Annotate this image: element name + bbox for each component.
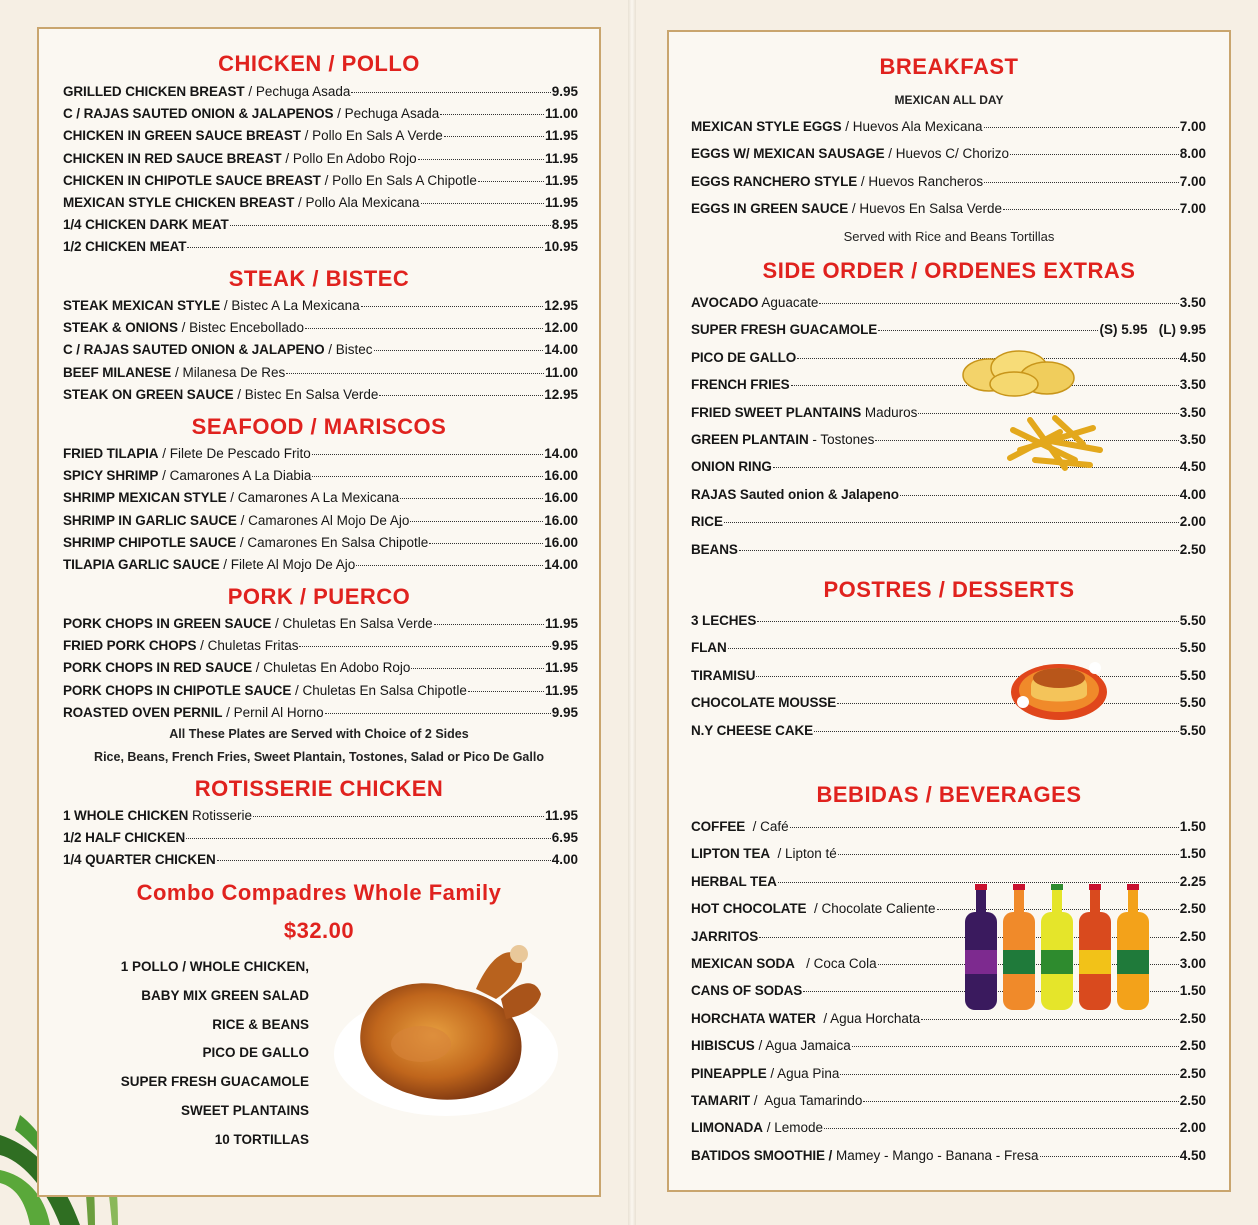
item-name: PORK CHOPS IN RED SAUCE: [63, 660, 252, 676]
item-spanish-name: / Chuletas En Salsa Chipotle: [291, 682, 467, 698]
item-name: 1 WHOLE CHICKEN: [63, 808, 189, 823]
dot-leader: [819, 302, 1178, 304]
french-fries-picture: [1005, 410, 1105, 474]
dot-leader: [253, 815, 544, 817]
item-price: 11.95: [544, 660, 578, 676]
plantain-chips-picture: [959, 340, 1079, 398]
dot-leader: [217, 859, 551, 861]
item-spanish-name: / Lemode: [762, 1120, 823, 1136]
menu-item-row: [63, 445, 578, 463]
item-price: 4.50: [1179, 1147, 1206, 1163]
menu-item-row: [691, 1065, 1206, 1083]
item-price: 14.00: [544, 446, 578, 461]
item-price: 1.50: [1179, 983, 1206, 999]
item-spanish-name: Aguacate: [758, 295, 819, 310]
menu-item-row: [691, 694, 1206, 712]
sides-heading: SIDE ORDER / ORDENES EXTRAS: [762, 258, 1136, 283]
menu-item-row: [63, 829, 578, 847]
dot-leader: [468, 690, 544, 692]
dot-leader: [186, 837, 551, 839]
dot-leader: [1003, 208, 1179, 210]
item-spanish-name: / Pernil Al Horno: [222, 704, 324, 720]
item-price: 11.95: [544, 150, 578, 166]
rotisserie-heading: ROTISSERIE CHICKEN: [194, 776, 444, 801]
item-name: HIBISCUS: [691, 1038, 755, 1054]
menu-item-row: [691, 612, 1206, 630]
dot-leader: [421, 202, 544, 204]
item-price: 4.50: [1179, 459, 1206, 475]
item-price: 8.95: [551, 217, 578, 233]
item-price: 5.50: [1179, 667, 1206, 683]
combo-item: SWEET PLANTAINS: [181, 1103, 309, 1118]
dot-leader: [312, 453, 543, 455]
beverages-heading: BEBIDAS / BEVERAGES: [816, 782, 1082, 807]
menu-item-row: [691, 1119, 1206, 1137]
sides-options-note: Rice, Beans, French Fries, Sweet Plantain, Tostones, Salad or Pico De Gallo: [94, 750, 544, 764]
item-name: SHRIMP CHIPOTLE SAUCE: [63, 534, 237, 550]
combo-item: RICE & BEANS: [212, 1016, 309, 1032]
item-name: AVOCADO: [691, 295, 759, 310]
item-name: ONION RING: [691, 459, 772, 475]
item-price: 4.00: [551, 852, 578, 868]
menu-item-row: [691, 173, 1206, 191]
item-name: HERBAL TEA: [691, 873, 777, 889]
item-name: TIRAMISU: [691, 667, 756, 683]
sides-note: All These Plates are Served with Choice of 2 Sides: [169, 727, 469, 741]
item-price: 7.00: [1179, 201, 1206, 217]
dot-leader: [739, 549, 1179, 551]
item-price: 1.50: [1179, 846, 1206, 862]
menu-item-row: [63, 851, 578, 869]
item-price: 1.50: [1179, 819, 1206, 834]
item-name: 3 LECHES: [691, 613, 757, 628]
item-price: 14.00: [544, 557, 578, 572]
menu-item-row: [63, 216, 578, 234]
menu-item-row: [63, 319, 578, 337]
dot-leader: [1040, 1155, 1179, 1157]
dot-leader: [724, 521, 1179, 523]
item-spanish-name: / Agua Tamarindo: [750, 1093, 863, 1108]
menu-item-row: [63, 172, 578, 190]
item-spanish-name: / Filete De Pescado Frito: [158, 446, 311, 461]
item-name: 1/2 CHICKEN MEAT: [63, 239, 187, 255]
item-name: PICO DE GALLO: [691, 349, 797, 365]
item-name: SHRIMP IN GARLIC SAUCE: [63, 512, 237, 528]
item-spanish-name: / Pollo En Adobo Rojo: [281, 150, 417, 166]
pork-heading: PORK / PUERCO: [227, 584, 411, 609]
menu-item-row: [691, 200, 1206, 218]
menu-item-row: [63, 194, 578, 212]
item-price: 3.50: [1179, 295, 1206, 310]
item-price: 2.50: [1179, 1038, 1206, 1054]
dot-leader: [790, 826, 1179, 828]
dot-leader: [312, 475, 543, 477]
menu-item-row: [691, 1037, 1206, 1055]
item-name: SUPER FRESH GUACAMOLE: [691, 322, 878, 338]
item-name: JARRITOS: [691, 928, 759, 944]
item-name: HOT CHOCOLATE: [691, 901, 807, 917]
item-name: BEEF MILANESE: [63, 364, 172, 380]
item-price: 11.00: [544, 364, 578, 380]
menu-item-row: [63, 659, 578, 677]
item-spanish-name: / Huevos Ala Mexicana: [841, 119, 983, 134]
item-price: 2.50: [1179, 1065, 1206, 1081]
item-name: PINEAPPLE: [691, 1065, 767, 1081]
item-name: CHICKEN IN GREEN SAUCE BREAST: [63, 128, 301, 144]
item-name: 1/4 QUARTER CHICKEN: [63, 852, 216, 868]
dot-leader: [840, 1073, 1178, 1075]
item-spanish-name: / Lipton té: [770, 846, 837, 862]
item-name: 1/4 CHICKEN DARK MEAT: [63, 217, 229, 233]
dot-leader: [325, 712, 551, 714]
item-price: 11.95: [544, 616, 578, 631]
item-name: CHOCOLATE MOUSSE: [691, 695, 837, 711]
dot-leader: [379, 394, 543, 396]
item-price: 16.00: [544, 490, 578, 506]
item-price: 5.50: [1179, 722, 1206, 738]
item-name: PORK CHOPS IN GREEN SAUCE: [63, 616, 272, 631]
item-spanish-name: / Bistec A La Mexicana: [220, 298, 360, 313]
item-name: FRIED SWEET PLANTAINS: [691, 404, 862, 420]
item-price: 3.50: [1179, 404, 1206, 420]
dot-leader: [728, 647, 1179, 649]
dot-leader: [814, 730, 1179, 732]
menu-item-row: [691, 1147, 1206, 1165]
menu-item-row: [691, 541, 1206, 559]
item-name: CHICKEN IN RED SAUCE BREAST: [63, 150, 282, 166]
menu-item-row: [63, 489, 578, 507]
dot-leader: [400, 497, 543, 499]
dot-leader: [756, 675, 1178, 677]
item-price: 7.00: [1179, 173, 1206, 189]
item-price: 11.95: [544, 128, 578, 144]
menu-item-row: [691, 722, 1206, 740]
item-spanish-name: Mamey - Mango - Banana - Fresa: [832, 1147, 1039, 1163]
combo-heading: Combo Compadres Whole Family: [136, 880, 502, 905]
item-price: 5.50: [1179, 640, 1206, 656]
dot-leader: [984, 126, 1179, 128]
dot-leader: [351, 91, 550, 93]
item-name: STEAK & ONIONS: [63, 320, 178, 336]
seafood-heading: SEAFOOD / MARISCOS: [191, 414, 447, 439]
menu-item-row: [691, 513, 1206, 531]
menu-item-row: [63, 364, 578, 382]
item-spanish-name: Rotisserie: [188, 808, 253, 823]
item-name: 1/2 HALF CHICKEN: [63, 830, 186, 846]
item-price: 8.00: [1179, 146, 1206, 162]
soda-bottles-picture: [957, 882, 1157, 1014]
dot-leader: [434, 623, 544, 625]
item-price: 12.95: [544, 386, 578, 402]
menu-item-row: [63, 467, 578, 485]
item-price: 11.95: [544, 195, 578, 210]
item-spanish-name: / Huevos C/ Chorizo: [884, 146, 1010, 162]
item-price: 4.00: [1179, 486, 1206, 502]
item-name: EGGS IN GREEN SAUCE: [691, 201, 849, 217]
item-price: 9.95: [551, 704, 578, 720]
item-price: 16.00: [544, 534, 578, 550]
roast-chicken-picture: [326, 934, 560, 1119]
item-price: 10.95: [544, 239, 578, 255]
item-name: MEXICAN SODA: [691, 956, 795, 971]
item-name: GREEN PLANTAIN: [691, 432, 809, 447]
menu-item-row: [691, 1092, 1206, 1110]
item-price: 7.00: [1179, 119, 1206, 134]
item-name: ROASTED OVEN PERNIL: [63, 704, 223, 720]
item-name: MEXICAN STYLE EGGS: [691, 119, 842, 134]
dot-leader: [410, 520, 543, 522]
item-spanish-name: / Pollo Ala Mexicana: [294, 195, 420, 210]
dot-leader: [305, 327, 543, 329]
right-menu-panel: [667, 30, 1231, 1192]
item-spanish-name: / Chuletas En Salsa Verde: [271, 616, 433, 631]
item-name: HORCHATA WATER: [691, 1010, 816, 1026]
menu-item-row: [63, 556, 578, 574]
menu-item-row: [691, 321, 1206, 339]
item-name: FRENCH FRIES: [691, 377, 790, 393]
combo-item: BABY MIX GREEN SALAD: [141, 987, 309, 1003]
item-name: GRILLED CHICKEN BREAST: [63, 84, 245, 99]
desserts-heading: POSTRES / DESSERTS: [823, 577, 1075, 602]
menu-item-row: [691, 639, 1206, 657]
menu-item-row: [63, 704, 578, 722]
dot-leader: [374, 349, 544, 351]
item-name: C / RAJAS SAUTED ONION & JALAPENO: [63, 342, 325, 358]
dot-leader: [411, 667, 544, 669]
dot-leader: [478, 180, 544, 182]
item-spanish-name: / Café: [745, 819, 789, 834]
item-price: 2.50: [1179, 541, 1206, 557]
menu-item-row: [63, 341, 578, 359]
item-name: EGGS W/ MEXICAN SAUSAGE: [691, 146, 885, 162]
item-name: SHRIMP MEXICAN STYLE: [63, 490, 227, 506]
dot-leader: [863, 1100, 1178, 1102]
item-spanish-name: / Pollo En Sals A Verde: [300, 128, 443, 144]
item-spanish-name: / Agua Jamaica: [754, 1038, 851, 1054]
chicken-heading: CHICKEN / POLLO: [218, 51, 420, 76]
dot-leader: [429, 542, 543, 544]
item-price: 2.50: [1179, 1093, 1206, 1108]
steak-heading: STEAK / BISTEC: [228, 266, 410, 291]
breakfast-heading: BREAKFAST: [879, 54, 1019, 79]
item-name: RICE: [691, 514, 723, 530]
menu-item-row: [63, 682, 578, 700]
item-price: 3.50: [1179, 377, 1206, 393]
item-spanish-name: / Bistec En Salsa Verde: [233, 386, 379, 402]
item-price: 3.50: [1179, 432, 1206, 447]
menu-item-row: [63, 297, 578, 315]
menu-item-row: [63, 105, 578, 123]
menu-item-row: [691, 376, 1206, 394]
item-spanish-name: / Milanesa De Res: [171, 364, 286, 380]
item-spanish-name: / Camarones En Salsa Chipotle: [236, 534, 429, 550]
dot-leader: [440, 113, 544, 115]
menu-item-row: [63, 127, 578, 145]
menu-item-row: [691, 458, 1206, 476]
item-name: STEAK MEXICAN STYLE: [63, 298, 221, 313]
menu-item-row: [691, 845, 1206, 863]
flan-picture: [1009, 650, 1109, 722]
item-spanish-name: / Agua Pina: [766, 1065, 840, 1081]
item-name: FRIED TILAPIA: [63, 446, 159, 461]
item-spanish-name: / Huevos En Salsa Verde: [848, 201, 1002, 217]
menu-item-row: [63, 512, 578, 530]
item-name: MEXICAN STYLE CHICKEN BREAST: [63, 195, 295, 210]
item-price: 2.50: [1179, 1010, 1206, 1026]
item-price: 11.95: [544, 172, 578, 188]
item-price: 4.50: [1179, 349, 1206, 365]
item-spanish-name: / Coca Cola: [794, 956, 877, 971]
combo-item: 1 POLLO / WHOLE CHICKEN,: [120, 959, 309, 974]
menu-item-row: [691, 818, 1206, 836]
menu-item-row: [691, 431, 1206, 449]
item-price: 14.00: [544, 342, 578, 358]
combo-price: $32.00: [283, 918, 355, 943]
item-name: FRIED PORK CHOPS: [63, 638, 197, 654]
item-spanish-name: / Camarones A La Diabia: [158, 468, 312, 484]
dot-leader: [187, 246, 543, 248]
item-spanish-name: / Pechuga Asada: [333, 106, 440, 122]
menu-item-row: [63, 615, 578, 633]
item-name: CANS OF SODAS: [691, 983, 803, 999]
item-spanish-name: / Chocolate Caliente: [806, 901, 936, 917]
dot-leader: [361, 305, 544, 307]
dot-leader: [773, 466, 1179, 468]
item-price: 11.95: [544, 682, 578, 698]
menu-item-row: [691, 404, 1206, 422]
menu-fold: [628, 0, 636, 1225]
menu-item-row: [691, 486, 1206, 504]
menu-item-row: [63, 637, 578, 655]
item-price: 11.00: [544, 106, 578, 122]
left-menu-panel: [37, 27, 601, 1197]
item-name: TILAPIA GARLIC SAUCE: [63, 557, 220, 572]
menu-item-row: [691, 118, 1206, 136]
item-price: 12.95: [544, 298, 578, 313]
item-name: BEANS: [691, 541, 738, 557]
item-price: 3.00: [1179, 956, 1206, 971]
menu-item-row: [691, 349, 1206, 367]
dot-leader: [356, 564, 543, 566]
item-price: 2.50: [1179, 901, 1206, 917]
item-spanish-name: - Tostones: [808, 432, 875, 447]
combo-item: 10 TORTILLAS: [214, 1131, 309, 1147]
item-price: 5.50: [1179, 613, 1206, 628]
dot-leader: [824, 1127, 1179, 1129]
dot-leader: [299, 645, 550, 647]
menu-item-row: [63, 150, 578, 168]
item-name: CHICKEN IN CHIPOTLE SAUCE BREAST: [63, 172, 321, 188]
item-price: 2.00: [1179, 1120, 1206, 1136]
dot-leader: [418, 158, 544, 160]
dot-leader: [921, 1018, 1179, 1020]
item-price: 6.95: [551, 830, 578, 846]
dot-leader: [444, 135, 544, 137]
item-name: TAMARIT: [691, 1093, 751, 1108]
dot-leader: [984, 181, 1179, 183]
menu-item-row: [691, 294, 1206, 312]
item-name: EGGS RANCHERO STYLE: [691, 173, 858, 189]
item-name: COFFEE: [691, 819, 746, 834]
item-name: STEAK ON GREEN SAUCE: [63, 386, 234, 402]
item-spanish-name: / Pollo En Sals A Chipotle: [320, 172, 477, 188]
menu-item-row: [63, 534, 578, 552]
item-name: LIMONADA: [691, 1120, 763, 1136]
item-name: PORK CHOPS IN CHIPOTLE SAUCE: [63, 682, 292, 698]
menu-item-row: [63, 238, 578, 256]
item-price: 2.00: [1179, 514, 1206, 530]
item-price: 11.95: [544, 808, 578, 823]
item-name: C / RAJAS SAUTED ONION & JALAPENOS: [63, 106, 334, 122]
item-spanish-name: / Camarones A La Mexicana: [226, 490, 400, 506]
item-spanish-name: / Huevos Rancheros: [857, 173, 984, 189]
item-price: 12.00: [544, 320, 578, 336]
item-price: 5.50: [1179, 695, 1206, 711]
menu-item-row: [63, 386, 578, 404]
menu-item-row: [691, 145, 1206, 163]
item-name: N.Y CHEESE CAKE: [691, 722, 814, 738]
menu-item-row: [691, 667, 1206, 685]
item-price: 16.00: [544, 512, 578, 528]
dot-leader: [837, 702, 1179, 704]
item-spanish-name: / Filete Al Mojo De Ajo: [219, 557, 356, 572]
dot-leader: [230, 224, 551, 226]
dot-leader: [878, 329, 1098, 331]
item-name: SPICY SHRIMP: [63, 468, 159, 484]
item-name: RAJAS Sauted onion & Jalapeno: [691, 486, 899, 502]
dot-leader: [838, 853, 1179, 855]
item-spanish-name: / Chuletas Fritas: [196, 638, 299, 654]
item-spanish-name: / Chuletas En Adobo Rojo: [251, 660, 411, 676]
combo-item: SUPER FRESH GUACAMOLE: [120, 1074, 309, 1090]
dot-leader: [852, 1045, 1179, 1047]
dot-leader: [286, 372, 544, 374]
menu-item-row: [63, 807, 578, 825]
item-spanish-name: / Agua Horchata: [815, 1010, 921, 1026]
item-price: 2.50: [1179, 928, 1206, 944]
item-price: 16.00: [544, 468, 578, 484]
dot-leader: [757, 620, 1179, 622]
item-spanish-name: / Bistec: [324, 342, 373, 358]
item-spanish-name: / Pechuga Asada: [244, 84, 351, 99]
combo-item: PICO DE GALLO: [202, 1045, 309, 1061]
dot-leader: [900, 494, 1179, 496]
breakfast-subheading: MEXICAN ALL DAY: [894, 93, 1004, 107]
item-name: FLAN: [691, 640, 727, 656]
item-name: LIPTON TEA: [691, 846, 771, 862]
menu-item-row: [63, 83, 578, 101]
item-price: (S) 5.95 (L) 9.95: [1099, 322, 1206, 338]
item-spanish-name: / Camarones Al Mojo De Ajo: [236, 512, 410, 528]
item-name: BATIDOS SMOOTHIE /: [691, 1147, 833, 1163]
dot-leader: [1010, 153, 1179, 155]
item-price: 2.25: [1179, 873, 1206, 889]
item-price: 9.95: [551, 84, 578, 99]
breakfast-note: Served with Rice and Beans Tortillas: [843, 229, 1055, 244]
item-spanish-name: / Bistec Encebollado: [177, 320, 304, 336]
item-spanish-name: Maduros: [861, 404, 918, 420]
item-price: 9.95: [551, 638, 578, 654]
